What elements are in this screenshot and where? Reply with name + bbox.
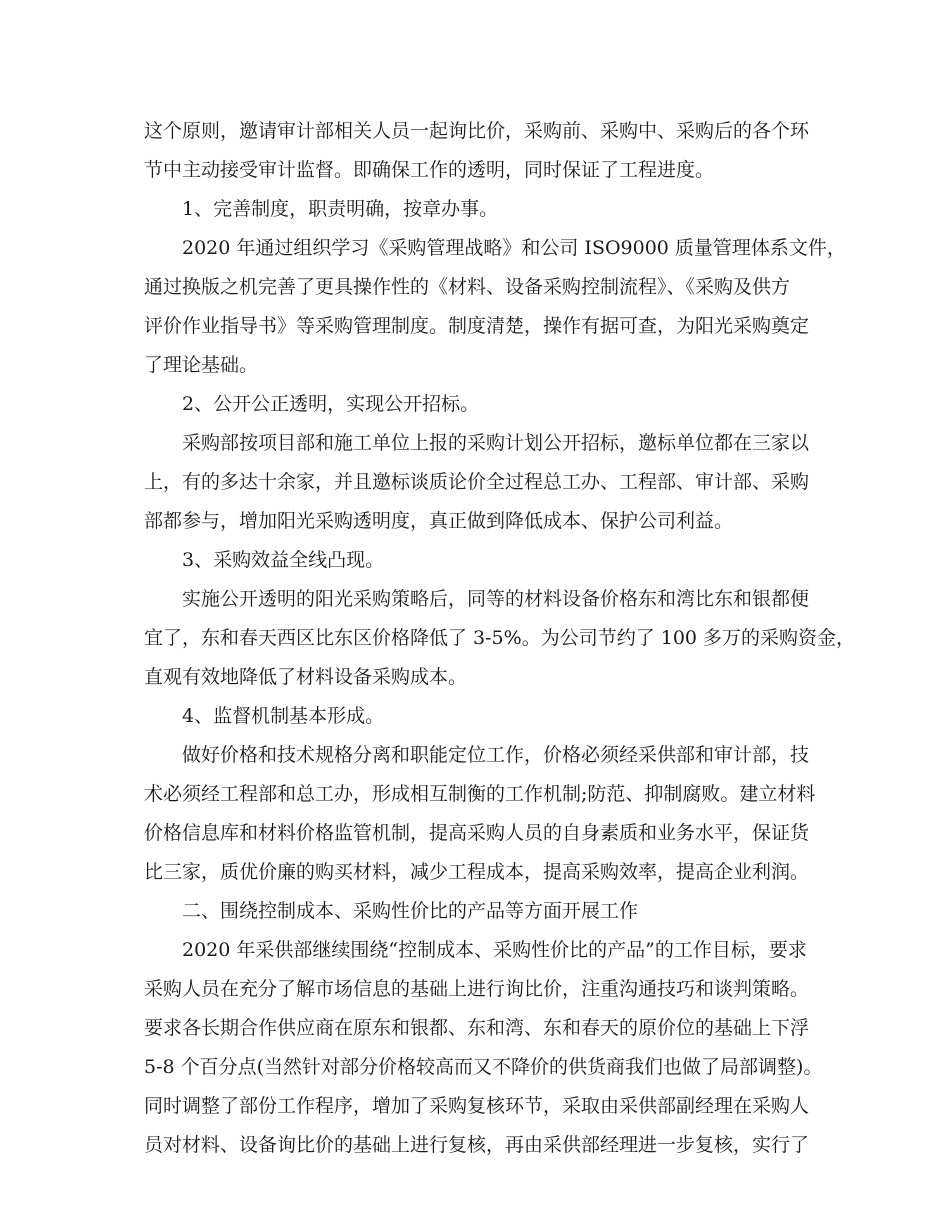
text-line: 1、完善制度，职责明确，按章办事。 <box>182 198 499 220</box>
text-line: 通过换版之机完善了更具操作性的《材料、设备采购控制流程》、《采购及供方 <box>144 276 791 298</box>
text-line: 比三家，质优价廉的购买材料，减少工程成本，提高采购效率，提高企业利润。 <box>144 861 810 883</box>
text-line: 宜了，东和春天西区比东区价格降低了 3-5%。为公司节约了 100 多万的采购资金， <box>144 627 856 649</box>
text-line: 直观有效地降低了材料设备采购成本。 <box>144 666 468 688</box>
document-body <box>144 112 856 1165</box>
text-line: 了理论基础。 <box>144 354 259 376</box>
text-line: 评价作业指导书》等采购管理制度。制度清楚，操作有据可查，为阳光采购奠定 <box>144 315 810 337</box>
text-line: 实施公开透明的阳光采购策略后，同等的材料设备价格东和湾比东和银都便 <box>182 588 810 610</box>
text-line: 价格信息库和材料价格监管机制，提高采购人员的自身素质和业务水平，保证货 <box>144 822 810 844</box>
text-line: 二、围绕控制成本、采购性价比的产品等方面开展工作 <box>182 900 639 922</box>
text-line: 要求各长期合作供应商在原东和银都、东和湾、东和春天的原价位的基础上下浮 <box>144 1017 810 1039</box>
text-line: 3、采购效益全线凸现。 <box>182 549 385 571</box>
text-line: 采购人员在充分了解市场信息的基础上进行询比价，注重沟通技巧和谈判策略。 <box>144 978 810 1000</box>
text-line: 同时调整了部份工作程序，增加了采购复核环节，采取由采供部副经理在采购人 <box>144 1095 810 1117</box>
text-line: 术必须经工程部和总工办，形成相互制衡的工作机制;防范、抑制腐败。建立材料 <box>144 783 816 805</box>
text-line: 2020 年采供部继续围绕“控制成本、采购性价比的产品”的工作目标，要求 <box>182 939 807 961</box>
text-line: 上，有的多达十余家，并且邀标谈质论价全过程总工办、工程部、审计部、采购 <box>144 471 810 493</box>
text-line: 这个原则，邀请审计部相关人员一起询比价，采购前、采购中、采购后的各个环 <box>144 120 810 142</box>
text-line: 部都参与，增加阳光采购透明度，真正做到降低成本、保护公司利益。 <box>144 510 734 532</box>
text-line: 节中主动接受审计监督。即确保工作的透明，同时保证了工程进度。 <box>144 159 715 181</box>
text-line: 4、监督机制基本形成。 <box>182 705 385 727</box>
text-line: 采购部按项目部和施工单位上报的采购计划公开招标，邀标单位都在三家以 <box>182 432 810 454</box>
text-line: 2020 年通过组织学习《采购管理战略》和公司 ISO9000 质量管理体系文件， <box>182 237 846 259</box>
text-line: 员对材料、设备询比价的基础上进行复核，再由采供部经理进一步复核，实行了 <box>144 1134 810 1156</box>
text-line: 5-8 个百分点(当然针对部分价格较高而又不降价的供货商我们也做了局部调整)。 <box>144 1056 823 1078</box>
text-line: 做好价格和技术规格分离和职能定位工作，价格必须经采供部和审计部，技 <box>182 744 810 766</box>
text-line: 2、公开公正透明，实现公开招标。 <box>182 393 480 415</box>
